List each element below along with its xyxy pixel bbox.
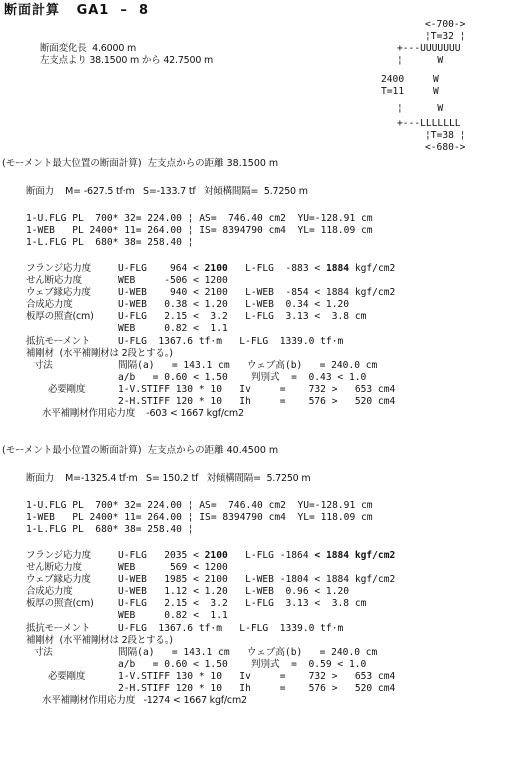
diagram-web-thickness: T=11 W — [381, 86, 439, 97]
check-label: ウェブ縁応力度 — [26, 287, 91, 298]
stiffener-values: 間隔(a) = 143.1 cm ウェブ高(b) = 240.0 cm — [118, 360, 378, 371]
stiffener-values: 2-H.STIFF 120 * 10 Ih = 576 > 520 cm4 — [118, 396, 396, 407]
diagram-upper-flange: +---UUUUUUU — [397, 43, 461, 54]
stiffener-heading: 補剛材 (水平補剛材は 2段とする。) — [26, 635, 173, 646]
check-values: WEB 0.82 < 1.1 — [118, 323, 228, 334]
stiffener-label: 寸法 — [34, 647, 53, 658]
diagram-lower-flange: +---LLLLLLL — [397, 118, 461, 129]
diagram-web-height: 2400 W — [381, 74, 439, 85]
plate-row: 1-WEB PL 2400* 11= 264.00 ¦ IS= 8394790 cm4 YL= 118.09 cm — [26, 225, 373, 236]
plate-row: 1-U.FLG PL 700* 32= 224.00 ¦ AS= 746.40 cm2 YU=-128.91 cm — [26, 500, 373, 511]
check-values: U-FLG 2035 < 2100 L-FLG -1864 < 1884 kgf/cm2 — [118, 550, 396, 561]
check-values: U-FLG 964 < 2100 L-FLG -883 < 1884 kgf/cm2 — [118, 263, 396, 274]
stiffener-label: 寸法 — [34, 360, 53, 371]
check-values: U-FLG 1367.6 tf·m L-FLG 1339.0 tf·m — [118, 336, 344, 347]
check-values: U-FLG 2.15 < 3.2 L-FLG 3.13 < 3.8 cm — [118, 598, 367, 609]
check-values: U-WEB 940 < 2100 L-WEB -854 < 1884 kgf/cm2 — [118, 287, 396, 298]
plate-row: 1-U.FLG PL 700* 32= 224.00 ¦ AS= 746.40 cm2 YU=-128.91 cm — [26, 213, 373, 224]
check-values: U-WEB 0.38 < 1.20 L-WEB 0.34 < 1.20 — [118, 299, 350, 310]
section-change-length: 断面変化長 4.6000 m — [40, 43, 137, 54]
horizontal-stiffener-stress: 水平補剛材作用応力度 -1274 < 1667 kgf/cm2 — [42, 695, 247, 706]
check-label: せん断応力度 — [26, 562, 82, 573]
stiffener-values: a/b = 0.60 < 1.50 判別式 = 0.59 < 1.0 — [118, 659, 367, 670]
check-label: フランジ応力度 — [26, 263, 91, 274]
section-change-range: 左支点より 38.1500 m から 42.7500 m — [40, 55, 214, 66]
stiffener-label: 必要剛度 — [48, 671, 86, 682]
check-label: フランジ応力度 — [26, 550, 91, 561]
stiffener-values: 1-V.STIFF 130 * 10 Iv = 732 > 653 cm4 — [118, 671, 396, 682]
check-values: U-WEB 1.12 < 1.20 L-WEB 0.96 < 1.20 — [118, 586, 350, 597]
diagram-upper-thickness: ¦T=32 ¦ — [425, 31, 466, 42]
plate-row: 1-L.FLG PL 680* 38= 258.40 ¦ — [26, 524, 194, 535]
check-label: 板厚の照査(cm) — [26, 311, 94, 322]
check-label: 合成応力度 — [26, 299, 73, 310]
check-label: 板厚の照査(cm) — [26, 598, 94, 609]
stiffener-values: a/b = 0.60 < 1.50 判別式 = 0.43 < 1.0 — [118, 372, 367, 383]
horizontal-stiffener-stress: 水平補剛材作用応力度 -603 < 1667 kgf/cm2 — [42, 408, 244, 419]
diagram-web-2: ¦ W — [397, 103, 444, 114]
check-values: U-FLG 2.15 < 3.2 L-FLG 3.13 < 3.8 cm — [118, 311, 367, 322]
stiffener-values: 1-V.STIFF 130 * 10 Iv = 732 > 653 cm4 — [118, 384, 396, 395]
stiffener-values: 2-H.STIFF 120 * 10 Ih = 576 > 520 cm4 — [118, 683, 396, 694]
check-label: せん断応力度 — [26, 275, 82, 286]
stiffener-label: 必要剛度 — [48, 384, 86, 395]
diagram-lower-thickness: ¦T=38 ¦ — [425, 130, 466, 141]
diagram-upper-width: <-700-> — [425, 19, 466, 30]
section-force: 断面力 M=-1325.4 tf·m S= 150.2 tf 対傾構間隔= 5.7250 m — [26, 473, 311, 484]
diagram-web-1: ¦ W — [397, 55, 444, 66]
page-title: 断面計算 GA1 – 8 — [4, 3, 150, 18]
stiffener-values: 間隔(a) = 143.1 cm ウェブ高(b) = 240.0 cm — [118, 647, 378, 658]
stiffener-heading: 補剛材 (水平補剛材は 2段とする。) — [26, 348, 173, 359]
section-heading: (モーメント最大位置の断面計算) 左支点からの距離 38.1500 m — [2, 158, 279, 169]
check-label: 抵抗モーメント — [26, 623, 91, 634]
check-label: 抵抗モーメント — [26, 336, 91, 347]
check-values: WEB 0.82 < 1.1 — [118, 610, 228, 621]
check-values: U-WEB 1985 < 2100 L-WEB -1804 < 1884 kgf/cm2 — [118, 574, 396, 585]
section-force: 断面力 M= -627.5 tf·m S=-133.7 tf 対傾構間隔= 5.7250 m — [26, 186, 308, 197]
plate-row: 1-L.FLG PL 680* 38= 258.40 ¦ — [26, 237, 194, 248]
check-label: 合成応力度 — [26, 586, 73, 597]
check-values: WEB 569 < 1200 — [118, 562, 228, 573]
diagram-lower-width: <-680-> — [425, 142, 466, 153]
check-values: WEB -506 < 1200 — [118, 275, 228, 286]
section-heading: (モーメント最小位置の断面計算) 左支点からの距離 40.4500 m — [2, 445, 279, 456]
check-values: U-FLG 1367.6 tf·m L-FLG 1339.0 tf·m — [118, 623, 344, 634]
plate-row: 1-WEB PL 2400* 11= 264.00 ¦ IS= 8394790 cm4 YL= 118.09 cm — [26, 512, 373, 523]
check-label: ウェブ縁応力度 — [26, 574, 91, 585]
